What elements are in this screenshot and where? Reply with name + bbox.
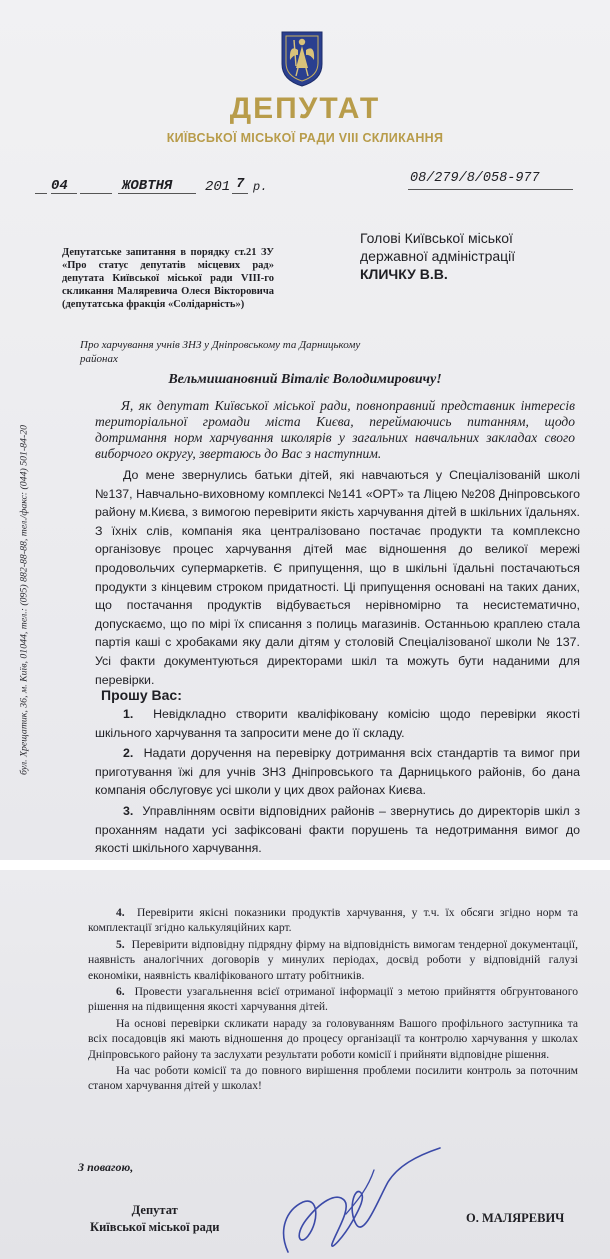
signatory-title: Депутат Київської міської ради [90, 1203, 220, 1234]
list-item: 1. Невідкладно створити кваліфіковану комісію щодо перевірки якості шкільного харчування та запросити мене до її складу. [95, 707, 580, 740]
date-day: 04 [51, 178, 68, 194]
kyiv-archangel-crest-icon [279, 30, 325, 88]
continued-items-list [88, 905, 578, 1094]
request-block: Депутатське запитання в порядку ст.21 ЗУ «Про статус депутатів місцевих рад» депутата Київської міської ради VIII-го скликання Маляревича Олеся Вікторовича (депутатська фракція «Солідарність») [62, 247, 274, 310]
control-paragraph: На час роботи комісії та до повного вирішення проблеми посилити контроль за поточним станом харчування дітей у школах! [88, 1064, 578, 1093]
body-paragraph: До мене звернулись батьки дітей, які навчаються у Спеціалізованій школі №137, Навчально-виховному комплексі №141 «ОРТ» та Ліцею №208 Дніпровського району м.Києва, з вимогою перевірити якість харчування дітей в шкільних їдальнях. З їхніх слів, компанія яка централізовано постачає продукти та комплексно організовує процес харчування дітей має відношення до великої мережі продовольчих супермаркетів. Є припущення, що в шкільні їдальні постачаються продукти з кінцевим строком придатності. Ці припущення основані на таких даних, що постачання продуктів відбувається нерівномірно та несистематично, допускаємо, що по мірі їх списання з полиць магазинів. Останньою краплею стала партія каші с хробаками яку дали дітям у столовій Спеціалізованої школи № 137. Усі факти документуються директорами шкіл та можуть бути наданими для перевірки. [95, 468, 580, 687]
request-heading: Прошу Вас: [101, 687, 182, 703]
subject-line: Про харчування учнів ЗНЗ у Дніпровському та Дарницькому районах [80, 339, 361, 365]
header-title: ДЕПУТАТ [229, 92, 381, 125]
list-item: 2. Надати доручення на перевірку дотримання всіх стандартів та вимог при приготування їжі для учнів ЗНЗ Дніпровського та Дарницького районів, бо дана компанія обслуговує усі школи у цих двох районах Києва. [95, 746, 581, 798]
closing-phrase: З повагою, [78, 1160, 134, 1174]
handwritten-signature [248, 1140, 448, 1259]
list-item: 5. Перевірити відповідну підрядну фірму на відповідність вимогам тендерної документації, наявність аналогічних договорів у минулих періодах, досвід роботи у відповідній галузі економіки, наявність кваліфікованого штату робітників. [88, 937, 578, 982]
addressee-block [360, 229, 585, 283]
address-sidebar-text: бул. Хрещатик, 36, м. Київ, 01044, тел.: (095) 882-88-88, тел./факс: (044) 501-84-20 [18, 424, 30, 776]
date-year-abbr: р. [253, 180, 268, 194]
signatory-name: О. МАЛЯРЕВИЧ [466, 1211, 565, 1225]
addressee-name: КЛИЧКУ В.В. [360, 266, 448, 282]
addressee-line-1: Голові Київської міської [360, 230, 513, 246]
date-month: ЖОВТНЯ [122, 178, 173, 194]
page-gap [0, 860, 610, 870]
list-item: 4. Перевірити якісні показники продуктів харчування, у т.ч. їх обсяги згідно норм та комплектації згідно калькуляційних карт. [88, 906, 578, 935]
salutation: Вельмишановний Віталіє Володимировичу! [168, 372, 442, 387]
list-item: 6. Провести узагальнення всієї отриманої інформації з метою прийняття обгрунтованого рішення на підвищення якості харчування дітей. [88, 985, 578, 1014]
header-subtitle: КИЇВСЬКОЇ МІСЬКОЇ РАДИ VIII СКЛИКАННЯ [166, 131, 444, 145]
date-year-suffix: 7 [236, 176, 245, 192]
reference-number: 08/279/8/058-977 [410, 171, 540, 186]
intro-paragraph: Я, як депутат Київської міської ради, повноправний представник інтересів територіальної громади міста Києва, переймаючись питанням, щодо дотримання норм харчування школярів у загальних навчальних закладах свого виборчого округу, звертаюсь до Вас з наступним. [95, 398, 575, 461]
list-item: 3. Управлінням освіти відповідних районів – звернутись до директорів шкіл з проханням надати усі зафіксовані факти порушень та недотримання вимог до якості шкільного харчування. [95, 803, 580, 856]
meeting-paragraph: На основі перевірки скликати нараду за головуванням Вашого профільного заступника та всіх посадовців які мають відношення до процесу організації та контролю харчування у школах Дніпровського району та заслухати результати роботи комісії і прийняти відповідне рішення. [88, 1016, 578, 1061]
date-year-prefix: 201 [205, 179, 231, 195]
request-items-list [95, 705, 580, 858]
addressee-line-2: державної адміністрації [360, 248, 516, 264]
